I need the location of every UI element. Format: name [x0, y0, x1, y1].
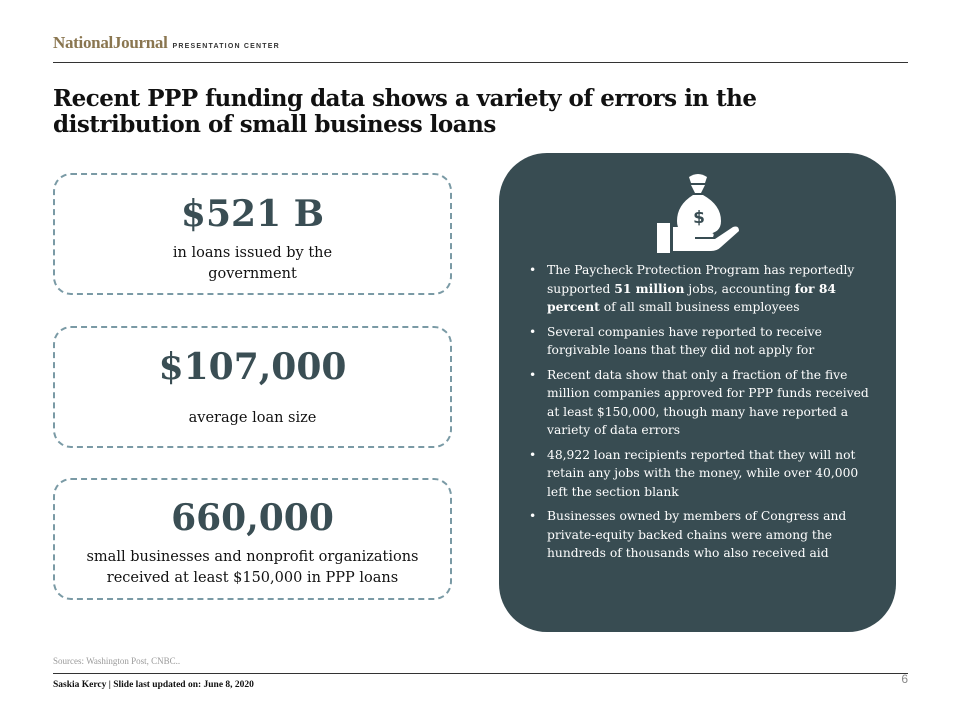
stat-value: $107,000 — [158, 346, 347, 388]
stat-description: average loan size — [188, 410, 317, 426]
footer-divider — [53, 673, 908, 674]
header-divider — [53, 62, 908, 63]
stat-card-average-loan — [53, 326, 452, 448]
svg-text:$: $ — [693, 208, 705, 228]
stat-description: in loans issued by the government — [172, 245, 333, 282]
page-number: 6 — [901, 672, 908, 686]
brand-name: NationalJournal — [53, 33, 168, 52]
brand-subtitle: PRESENTATION CENTER — [172, 43, 280, 50]
bullet-item: • The Paycheck Protection Program has reportedly supported 51 million jobs, accounting for 84 percent of all small business employees — [529, 261, 874, 317]
stat-value: $521 B — [180, 193, 325, 235]
bullet-item: • Recent data show that only a fraction of the five million companies approved for PPP funds received at least $150,000, though many have reported a variety of data errors — [529, 366, 874, 440]
bullet-item: • Several companies have reported to receive forgivable loans that they did not apply for — [529, 323, 874, 360]
bullet-list — [529, 261, 874, 569]
stat-value: 660,000 — [171, 497, 334, 539]
stat-description: small businesses and nonprofit organizations received at least $150,000 in PPP loans — [86, 549, 419, 586]
sources-note: Sources: Washington Post, CNBC.. — [53, 656, 181, 666]
stat-card-total-loans — [53, 173, 452, 295]
info-panel — [499, 153, 896, 632]
bullet-item: • Businesses owned by members of Congress and private-equity backed chains were among the hundreds of thousands who also received aid — [529, 507, 874, 563]
money-bag-hand-icon — [655, 171, 741, 255]
stat-card-businesses — [53, 478, 452, 600]
bullet-item: • 48,922 loan recipients reported that they will not retain any jobs with the money, while over 40,000 left the section blank — [529, 446, 874, 502]
slide-title: Recent PPP funding data shows a variety of errors in the distribution of small business loans — [53, 85, 757, 138]
footer-credit: Saskia Kercy | Slide last updated on: June 8, 2020 — [53, 680, 254, 690]
brand-logo — [53, 33, 280, 53]
